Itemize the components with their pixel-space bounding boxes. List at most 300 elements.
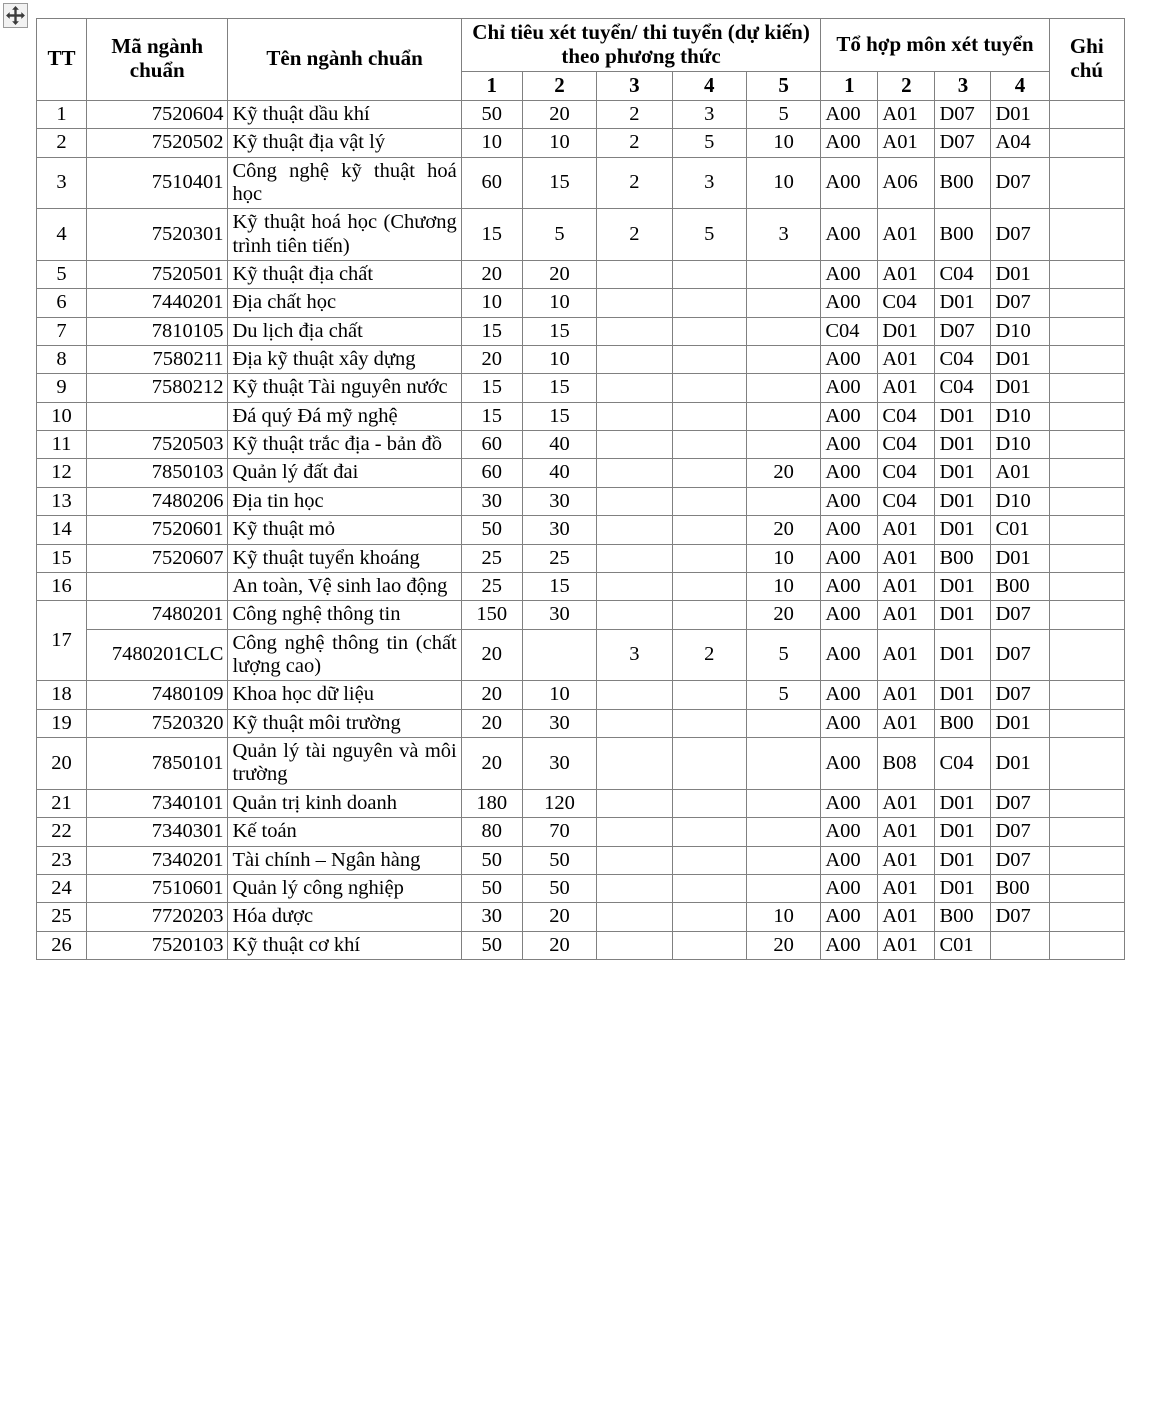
table-row [37,903,1125,931]
table-row [37,100,1125,128]
cell-ghi-chu [1049,846,1124,874]
cell-combo-1: A00 [821,289,878,317]
cell-ghi-chu [1049,874,1124,902]
cell-combo-2: A01 [878,601,935,629]
cell-ten-nganh: Kỹ thuật tuyển khoáng [228,544,461,572]
cell-ma-nganh: 7580212 [86,374,228,402]
cell-method-1: 80 [461,818,522,846]
cell-combo-4: D01 [991,100,1049,128]
cell-method-1: 10 [461,129,522,157]
cell-ghi-chu [1049,516,1124,544]
cell-method-5: 10 [746,157,820,209]
cell-method-4: 2 [672,629,746,681]
header-combo-4: 4 [991,71,1049,100]
cell-combo-2: A01 [878,931,935,959]
header-chi-tieu-group: Chỉ tiêu xét tuyển/ thi tuyển (dự kiến) theo phương thức [461,19,821,72]
cell-method-4 [672,260,746,288]
cell-ghi-chu [1049,789,1124,817]
cell-ma-nganh: 7520607 [86,544,228,572]
cell-method-2: 15 [522,572,596,600]
cell-method-3 [597,544,672,572]
cell-ma-nganh: 7510601 [86,874,228,902]
cell-method-5: 20 [746,459,820,487]
cell-tt: 3 [37,157,87,209]
cell-ten-nganh: Hóa dược [228,903,461,931]
cell-method-5: 10 [746,903,820,931]
cell-combo-1: A00 [821,157,878,209]
cell-method-5 [746,874,820,902]
cell-combo-2: A01 [878,818,935,846]
cell-method-4 [672,374,746,402]
cell-method-5 [746,346,820,374]
table-row [37,402,1125,430]
cell-combo-4: A01 [991,459,1049,487]
cell-combo-3: D01 [935,459,991,487]
admission-quota-table [36,18,1125,960]
cell-ten-nganh: Kế toán [228,818,461,846]
cell-ten-nganh: Quản lý tài nguyên và môi trường [228,738,461,790]
cell-method-3: 2 [597,157,672,209]
header-row-groups [37,19,1125,72]
table-row [37,289,1125,317]
cell-ghi-chu [1049,903,1124,931]
table-row [37,260,1125,288]
cell-combo-1: C04 [821,317,878,345]
cell-combo-2: C04 [878,289,935,317]
cell-method-1: 150 [461,601,522,629]
table-row [37,459,1125,487]
cell-method-4 [672,818,746,846]
cell-combo-1: A00 [821,874,878,902]
cell-method-1: 20 [461,681,522,709]
cell-method-3 [597,346,672,374]
cell-combo-1: A00 [821,601,878,629]
cell-method-1: 50 [461,846,522,874]
cell-method-2: 10 [522,289,596,317]
cell-tt: 5 [37,260,87,288]
cell-combo-1: A00 [821,487,878,515]
cell-ma-nganh: 7520604 [86,100,228,128]
cell-ma-nganh: 7480206 [86,487,228,515]
cell-tt: 14 [37,516,87,544]
cell-combo-2: C04 [878,459,935,487]
cell-combo-4: D01 [991,544,1049,572]
header-method-2: 2 [522,71,596,100]
cell-combo-1: A00 [821,260,878,288]
cell-ma-nganh: 7850101 [86,738,228,790]
cell-method-2: 30 [522,516,596,544]
cell-combo-4: D10 [991,487,1049,515]
cell-method-2: 15 [522,402,596,430]
cell-method-4 [672,459,746,487]
cell-method-3 [597,818,672,846]
header-ma-nganh: Mã ngành chuẩn [86,19,228,101]
cell-combo-2: A01 [878,681,935,709]
cell-method-1: 20 [461,260,522,288]
cell-combo-1: A00 [821,374,878,402]
cell-method-1: 25 [461,544,522,572]
cell-method-1: 20 [461,709,522,737]
cell-combo-2: D01 [878,317,935,345]
cell-combo-2: A01 [878,709,935,737]
table-row [37,601,1125,629]
cell-method-5 [746,846,820,874]
cell-method-1: 15 [461,374,522,402]
cell-ghi-chu [1049,157,1124,209]
cell-combo-3: B00 [935,903,991,931]
cell-combo-2: C04 [878,431,935,459]
cell-method-3 [597,374,672,402]
cell-combo-2: A01 [878,374,935,402]
cell-method-4 [672,874,746,902]
cell-method-4 [672,431,746,459]
cell-method-1: 50 [461,516,522,544]
cell-combo-3: B00 [935,209,991,261]
header-method-1: 1 [461,71,522,100]
cell-ten-nganh: Kỹ thuật địa chất [228,260,461,288]
cell-method-3: 2 [597,100,672,128]
cell-combo-2: A01 [878,100,935,128]
cell-method-2: 30 [522,738,596,790]
cell-ghi-chu [1049,402,1124,430]
table-row [37,629,1125,681]
cell-combo-4 [991,931,1049,959]
cell-method-1: 30 [461,487,522,515]
cell-ghi-chu [1049,459,1124,487]
cell-tt: 12 [37,459,87,487]
cell-ten-nganh: Kỹ thuật cơ khí [228,931,461,959]
cell-method-5 [746,738,820,790]
cell-ghi-chu [1049,129,1124,157]
cell-ten-nganh: Công nghệ kỹ thuật hoá học [228,157,461,209]
cell-method-3 [597,681,672,709]
cell-method-3: 2 [597,209,672,261]
cell-combo-4: D07 [991,846,1049,874]
cell-combo-2: A01 [878,516,935,544]
cell-ghi-chu [1049,289,1124,317]
cell-method-5: 3 [746,209,820,261]
cell-ten-nganh: Tài chính – Ngân hàng [228,846,461,874]
cell-method-4 [672,516,746,544]
cell-ma-nganh: 7480109 [86,681,228,709]
cell-combo-3: B00 [935,157,991,209]
cell-method-1: 180 [461,789,522,817]
cell-ma-nganh: 7340201 [86,846,228,874]
cell-method-5: 10 [746,129,820,157]
cell-ghi-chu [1049,818,1124,846]
cell-combo-1: A00 [821,818,878,846]
cell-combo-4: D01 [991,346,1049,374]
cell-tt: 2 [37,129,87,157]
cell-ten-nganh: Quản trị kinh doanh [228,789,461,817]
cell-ten-nganh: Kỹ thuật mỏ [228,516,461,544]
cell-method-3 [597,459,672,487]
cell-method-4 [672,738,746,790]
cell-method-5: 10 [746,572,820,600]
cell-ghi-chu [1049,374,1124,402]
cell-method-2: 50 [522,846,596,874]
cell-method-5 [746,709,820,737]
cell-method-2: 20 [522,931,596,959]
cell-combo-4: D10 [991,317,1049,345]
cell-combo-3: C04 [935,346,991,374]
cell-tt: 26 [37,931,87,959]
cell-method-5 [746,260,820,288]
header-combo-3: 3 [935,71,991,100]
cell-combo-3: D01 [935,402,991,430]
cell-method-2: 20 [522,260,596,288]
cell-tt: 1 [37,100,87,128]
cell-method-3 [597,931,672,959]
header-ghi-chu: Ghi chú [1049,19,1124,101]
cell-method-4 [672,789,746,817]
cell-combo-2: A01 [878,903,935,931]
cell-tt: 25 [37,903,87,931]
cell-tt: 13 [37,487,87,515]
cell-method-1: 20 [461,629,522,681]
cell-method-2: 70 [522,818,596,846]
table-row [37,846,1125,874]
cell-method-1: 60 [461,431,522,459]
cell-method-3: 3 [597,629,672,681]
table-row [37,431,1125,459]
cell-combo-2: B08 [878,738,935,790]
table-row [37,818,1125,846]
cell-method-3 [597,516,672,544]
cell-method-5 [746,374,820,402]
cell-combo-3: C01 [935,931,991,959]
cell-tt: 19 [37,709,87,737]
table-row [37,874,1125,902]
header-combo-2: 2 [878,71,935,100]
cell-combo-3: D01 [935,681,991,709]
cell-combo-2: A06 [878,157,935,209]
cell-tt: 10 [37,402,87,430]
cell-combo-3: D07 [935,100,991,128]
cell-method-2: 20 [522,100,596,128]
move-handle-icon [6,6,25,25]
cell-method-3 [597,317,672,345]
cell-ma-nganh: 7850103 [86,459,228,487]
cell-method-1: 10 [461,289,522,317]
table-row [37,681,1125,709]
cell-combo-1: A00 [821,738,878,790]
cell-tt: 24 [37,874,87,902]
table-row [37,931,1125,959]
table-row [37,572,1125,600]
table-row [37,544,1125,572]
cell-ten-nganh: Địa tin học [228,487,461,515]
cell-ghi-chu [1049,346,1124,374]
cell-tt: 17 [37,601,87,681]
cell-combo-4: D07 [991,289,1049,317]
cell-method-5: 20 [746,931,820,959]
cell-method-2 [522,629,596,681]
cell-tt: 23 [37,846,87,874]
cell-ma-nganh: 7520502 [86,129,228,157]
cell-combo-3: D01 [935,629,991,681]
cell-method-3 [597,846,672,874]
cell-method-3 [597,738,672,790]
cell-combo-1: A00 [821,572,878,600]
cell-method-5 [746,818,820,846]
cell-method-1: 25 [461,572,522,600]
cell-ghi-chu [1049,931,1124,959]
cell-combo-2: A01 [878,209,935,261]
cell-combo-3: D01 [935,789,991,817]
cell-tt: 20 [37,738,87,790]
cell-combo-1: A00 [821,459,878,487]
cell-method-3 [597,903,672,931]
cell-ma-nganh [86,402,228,430]
cell-combo-4: D07 [991,903,1049,931]
cell-method-2: 15 [522,157,596,209]
cell-method-3: 2 [597,129,672,157]
cell-method-4 [672,544,746,572]
cell-combo-2: A01 [878,129,935,157]
cell-combo-4: D07 [991,789,1049,817]
cell-method-4 [672,487,746,515]
cell-combo-3: C04 [935,374,991,402]
cell-combo-4: B00 [991,572,1049,600]
cell-ten-nganh: Địa kỹ thuật xây dựng [228,346,461,374]
cell-method-2: 25 [522,544,596,572]
cell-combo-3: D01 [935,818,991,846]
header-ten-nganh: Tên ngành chuẩn [228,19,461,101]
cell-method-2: 120 [522,789,596,817]
cell-method-2: 10 [522,346,596,374]
cell-ten-nganh: An toàn, Vệ sinh lao động [228,572,461,600]
cell-combo-4: D07 [991,601,1049,629]
cell-combo-1: A00 [821,129,878,157]
cell-ten-nganh: Quản lý đất đai [228,459,461,487]
cell-combo-1: A00 [821,516,878,544]
cell-method-3 [597,601,672,629]
cell-method-5 [746,317,820,345]
cell-combo-1: A00 [821,431,878,459]
cell-method-3 [597,789,672,817]
table-move-handle[interactable] [3,3,28,28]
cell-ghi-chu [1049,431,1124,459]
cell-method-2: 20 [522,903,596,931]
header-method-3: 3 [597,71,672,100]
cell-method-1: 50 [461,874,522,902]
cell-method-5: 5 [746,629,820,681]
cell-combo-2: C04 [878,402,935,430]
cell-combo-2: A01 [878,544,935,572]
cell-ma-nganh: 7480201 [86,601,228,629]
cell-combo-1: A00 [821,789,878,817]
cell-combo-4: D07 [991,681,1049,709]
cell-ten-nganh: Quản lý công nghiệp [228,874,461,902]
cell-combo-4: D07 [991,629,1049,681]
cell-method-2: 30 [522,709,596,737]
cell-combo-3: C04 [935,738,991,790]
cell-method-2: 40 [522,459,596,487]
cell-combo-1: A00 [821,931,878,959]
cell-combo-2: A01 [878,846,935,874]
cell-method-2: 5 [522,209,596,261]
header-combo-1: 1 [821,71,878,100]
cell-method-4: 5 [672,209,746,261]
cell-combo-4: A04 [991,129,1049,157]
cell-method-3 [597,572,672,600]
cell-combo-4: D10 [991,402,1049,430]
cell-combo-4: D01 [991,260,1049,288]
cell-method-1: 20 [461,346,522,374]
cell-combo-4: B00 [991,874,1049,902]
cell-ma-nganh: 7810105 [86,317,228,345]
cell-combo-4: D01 [991,738,1049,790]
cell-ma-nganh: 7480201CLC [86,629,228,681]
cell-combo-3: D07 [935,317,991,345]
cell-tt: 16 [37,572,87,600]
cell-combo-4: D10 [991,431,1049,459]
cell-combo-4: D01 [991,709,1049,737]
cell-ghi-chu [1049,544,1124,572]
cell-method-2: 15 [522,374,596,402]
cell-tt: 15 [37,544,87,572]
table-row [37,709,1125,737]
table-row [37,374,1125,402]
cell-method-3 [597,709,672,737]
header-method-4: 4 [672,71,746,100]
cell-method-4 [672,681,746,709]
cell-combo-1: A00 [821,681,878,709]
cell-method-4 [672,317,746,345]
cell-method-1: 15 [461,317,522,345]
cell-method-1: 15 [461,402,522,430]
cell-tt: 9 [37,374,87,402]
cell-method-4 [672,572,746,600]
cell-method-4 [672,846,746,874]
cell-combo-4: D07 [991,818,1049,846]
cell-ma-nganh: 7580211 [86,346,228,374]
cell-method-4 [672,289,746,317]
cell-ten-nganh: Công nghệ thông tin [228,601,461,629]
cell-method-5 [746,487,820,515]
cell-method-4 [672,931,746,959]
cell-method-3 [597,487,672,515]
table-body [37,100,1125,959]
cell-method-4: 5 [672,129,746,157]
cell-ghi-chu [1049,709,1124,737]
cell-combo-2: A01 [878,572,935,600]
cell-method-5: 5 [746,100,820,128]
cell-method-3 [597,874,672,902]
cell-method-4 [672,709,746,737]
cell-combo-3: D01 [935,601,991,629]
cell-combo-1: A00 [821,903,878,931]
cell-combo-3: B00 [935,709,991,737]
cell-combo-3: D07 [935,129,991,157]
cell-combo-2: A01 [878,629,935,681]
cell-method-5: 20 [746,516,820,544]
cell-method-5 [746,789,820,817]
table-row [37,157,1125,209]
cell-ghi-chu [1049,260,1124,288]
table-row [37,129,1125,157]
cell-combo-1: A00 [821,709,878,737]
cell-method-5 [746,402,820,430]
cell-combo-4: D07 [991,157,1049,209]
cell-combo-3: D01 [935,289,991,317]
cell-ma-nganh: 7340101 [86,789,228,817]
cell-combo-1: A00 [821,544,878,572]
cell-ma-nganh: 7510401 [86,157,228,209]
cell-method-3 [597,289,672,317]
cell-ghi-chu [1049,487,1124,515]
